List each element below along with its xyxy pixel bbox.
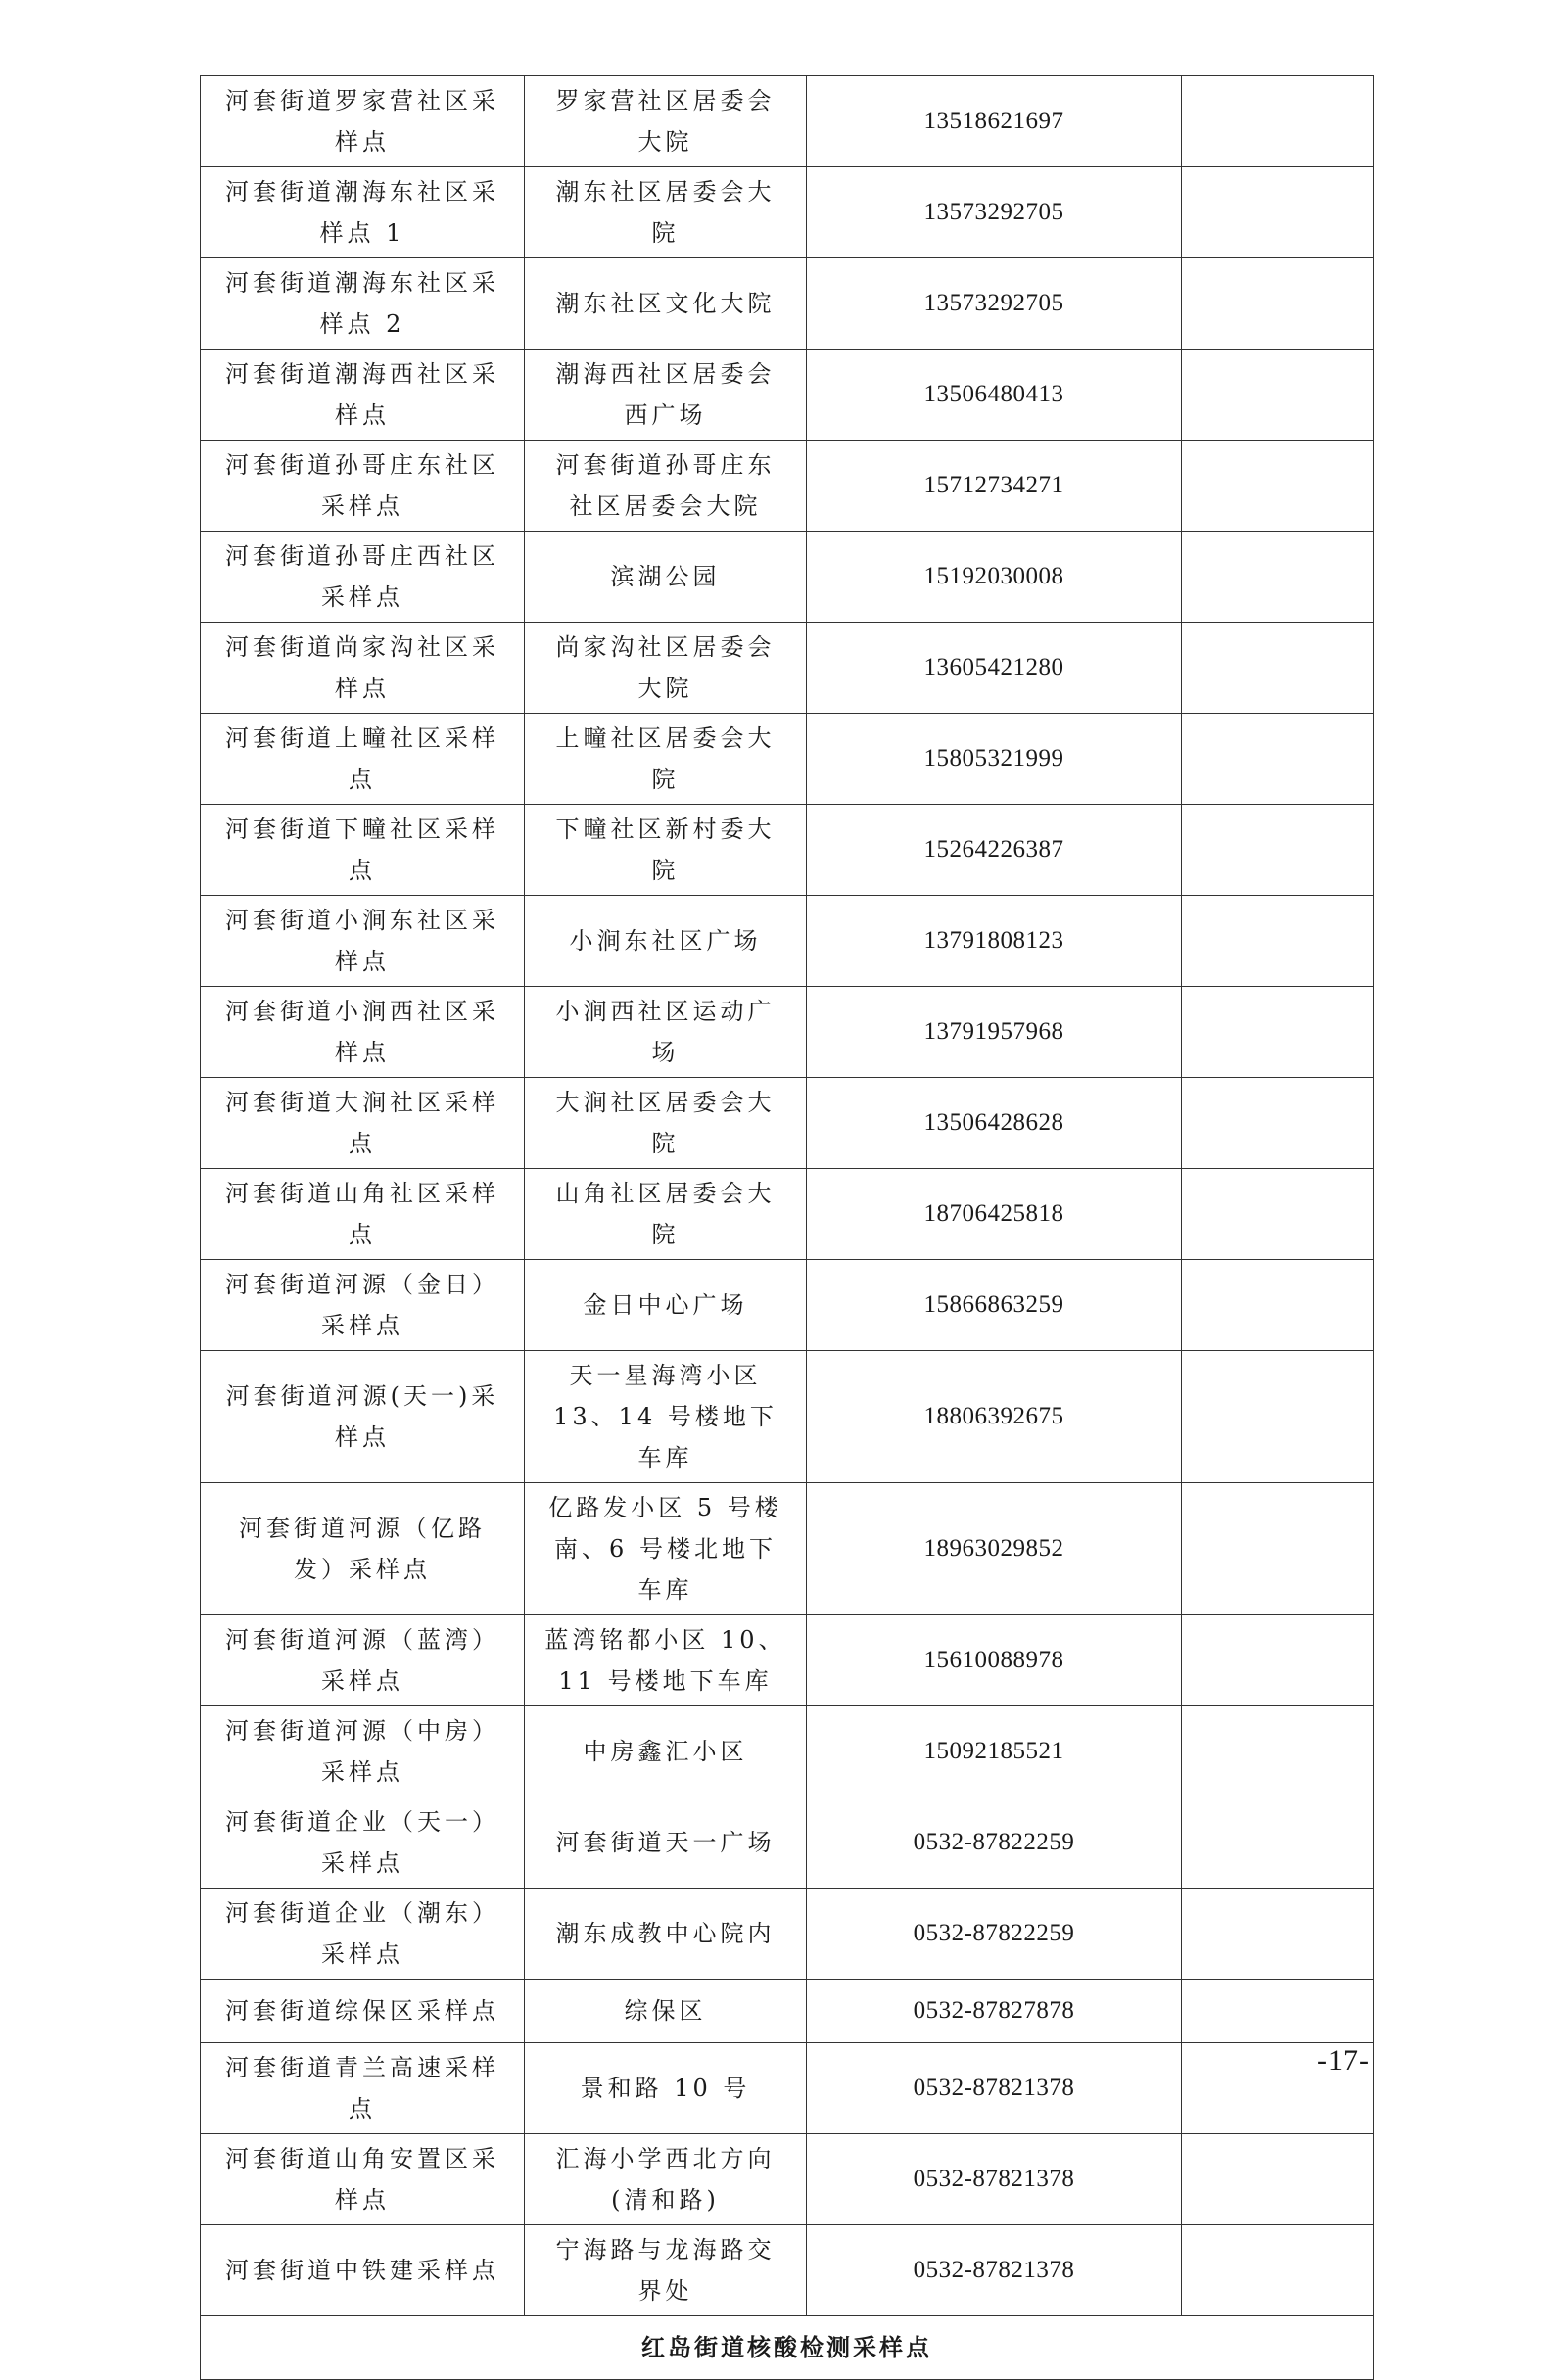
address-cell: 罗家营社区居委会大院 xyxy=(525,76,807,167)
phone-cell: 15092185521 xyxy=(807,1706,1182,1797)
note-cell xyxy=(1182,1706,1374,1797)
address-cell: 亿路发小区 5 号楼南、6 号楼北地下车库 xyxy=(525,1483,807,1615)
table-row xyxy=(201,1889,1374,1980)
address-cell: 汇海小学西北方向(清和路) xyxy=(525,2134,807,2225)
note-cell xyxy=(1182,532,1374,623)
table-row xyxy=(201,1169,1374,1260)
site-name-cell: 河套街道山角安置区采样点 xyxy=(201,2134,525,2225)
address-cell: 潮海西社区居委会西广场 xyxy=(525,350,807,441)
phone-cell: 0532-87822259 xyxy=(807,1889,1182,1980)
table-row xyxy=(201,1351,1374,1483)
note-cell xyxy=(1182,1980,1374,2043)
table-row xyxy=(201,623,1374,714)
site-name-cell: 河套街道河源（蓝湾）采样点 xyxy=(201,1615,525,1706)
phone-cell: 0532-87821378 xyxy=(807,2134,1182,2225)
note-cell xyxy=(1182,1797,1374,1889)
note-cell xyxy=(1182,258,1374,350)
site-name-cell: 河套街道综保区采样点 xyxy=(201,1980,525,2043)
table-row xyxy=(201,532,1374,623)
phone-cell: 18706425818 xyxy=(807,1169,1182,1260)
address-cell: 宁海路与龙海路交界处 xyxy=(525,2225,807,2316)
address-cell: 小涧东社区广场 xyxy=(525,896,807,987)
note-cell xyxy=(1182,1169,1374,1260)
site-name-cell: 河套街道河源（中房）采样点 xyxy=(201,1706,525,1797)
site-name-cell: 河套街道河源（亿路发）采样点 xyxy=(201,1483,525,1615)
note-cell xyxy=(1182,1615,1374,1706)
site-name-cell: 河套街道潮海东社区采样点 2 xyxy=(201,258,525,350)
note-cell xyxy=(1182,441,1374,532)
note-cell xyxy=(1182,1260,1374,1351)
note-cell xyxy=(1182,1078,1374,1169)
phone-cell: 0532-87827878 xyxy=(807,1980,1182,2043)
table-row xyxy=(201,167,1374,258)
site-name-cell: 河套街道尚家沟社区采样点 xyxy=(201,623,525,714)
section-title: 红岛街道核酸检测采样点 xyxy=(201,2316,1374,2380)
site-name-cell: 河套街道大涧社区采样点 xyxy=(201,1078,525,1169)
address-cell: 河套街道孙哥庄东社区居委会大院 xyxy=(525,441,807,532)
note-cell xyxy=(1182,2134,1374,2225)
note-cell xyxy=(1182,2225,1374,2316)
address-cell: 天一星海湾小区 13、14 号楼地下车库 xyxy=(525,1351,807,1483)
table-row xyxy=(201,714,1374,805)
table-row xyxy=(201,2043,1374,2134)
note-cell xyxy=(1182,76,1374,167)
phone-cell: 13791957968 xyxy=(807,987,1182,1078)
phone-cell: 13573292705 xyxy=(807,167,1182,258)
table-row xyxy=(201,350,1374,441)
site-name-cell: 河套街道上疃社区采样点 xyxy=(201,714,525,805)
table-row xyxy=(201,1797,1374,1889)
note-cell xyxy=(1182,1889,1374,1980)
site-name-cell: 河套街道潮海东社区采样点 1 xyxy=(201,167,525,258)
site-name-cell: 河套街道潮海西社区采样点 xyxy=(201,350,525,441)
address-cell: 蓝湾铭都小区 10、11 号楼地下车库 xyxy=(525,1615,807,1706)
section-row xyxy=(201,2316,1374,2380)
table-row xyxy=(201,1260,1374,1351)
address-cell: 金日中心广场 xyxy=(525,1260,807,1351)
table-row xyxy=(201,1980,1374,2043)
note-cell xyxy=(1182,623,1374,714)
site-name-cell: 河套街道山角社区采样点 xyxy=(201,1169,525,1260)
address-cell: 河套街道天一广场 xyxy=(525,1797,807,1889)
note-cell xyxy=(1182,714,1374,805)
note-cell xyxy=(1182,805,1374,896)
phone-cell: 13518621697 xyxy=(807,76,1182,167)
phone-cell: 0532-87821378 xyxy=(807,2225,1182,2316)
table-row xyxy=(201,1483,1374,1615)
note-cell xyxy=(1182,1483,1374,1615)
phone-cell: 18963029852 xyxy=(807,1483,1182,1615)
address-cell: 潮东社区居委会大院 xyxy=(525,167,807,258)
address-cell: 尚家沟社区居委会大院 xyxy=(525,623,807,714)
address-cell: 综保区 xyxy=(525,1980,807,2043)
table-row xyxy=(201,896,1374,987)
address-cell: 上疃社区居委会大院 xyxy=(525,714,807,805)
address-cell: 大涧社区居委会大院 xyxy=(525,1078,807,1169)
site-name-cell: 河套街道孙哥庄西社区采样点 xyxy=(201,532,525,623)
table-row xyxy=(201,987,1374,1078)
address-cell: 滨湖公园 xyxy=(525,532,807,623)
site-name-cell: 河套街道罗家营社区采样点 xyxy=(201,76,525,167)
address-cell: 中房鑫汇小区 xyxy=(525,1706,807,1797)
phone-cell: 0532-87822259 xyxy=(807,1797,1182,1889)
table-row xyxy=(201,76,1374,167)
phone-cell: 18806392675 xyxy=(807,1351,1182,1483)
table-row xyxy=(201,805,1374,896)
site-name-cell: 河套街道企业（天一）采样点 xyxy=(201,1797,525,1889)
site-name-cell: 河套街道中铁建采样点 xyxy=(201,2225,525,2316)
site-name-cell: 河套街道河源(天一)采样点 xyxy=(201,1351,525,1483)
phone-cell: 13506428628 xyxy=(807,1078,1182,1169)
site-name-cell: 河套街道下疃社区采样点 xyxy=(201,805,525,896)
phone-cell: 15192030008 xyxy=(807,532,1182,623)
address-cell: 下疃社区新村委大院 xyxy=(525,805,807,896)
site-name-cell: 河套街道青兰高速采样点 xyxy=(201,2043,525,2134)
note-cell xyxy=(1182,1351,1374,1483)
site-name-cell: 河套街道企业（潮东）采样点 xyxy=(201,1889,525,1980)
table-row xyxy=(201,2134,1374,2225)
address-cell: 潮东成教中心院内 xyxy=(525,1889,807,1980)
phone-cell: 15805321999 xyxy=(807,714,1182,805)
phone-cell: 13605421280 xyxy=(807,623,1182,714)
page-number: -17- xyxy=(1317,2044,1370,2077)
table-row xyxy=(201,1706,1374,1797)
sampling-points-table xyxy=(200,75,1374,2380)
phone-cell: 13791808123 xyxy=(807,896,1182,987)
table-row xyxy=(201,1615,1374,1706)
address-cell: 山角社区居委会大院 xyxy=(525,1169,807,1260)
site-name-cell: 河套街道孙哥庄东社区采样点 xyxy=(201,441,525,532)
phone-cell: 15712734271 xyxy=(807,441,1182,532)
phone-cell: 15610088978 xyxy=(807,1615,1182,1706)
phone-cell: 13573292705 xyxy=(807,258,1182,350)
table-row xyxy=(201,1078,1374,1169)
phone-cell: 15264226387 xyxy=(807,805,1182,896)
note-cell xyxy=(1182,896,1374,987)
site-name-cell: 河套街道小涧西社区采样点 xyxy=(201,987,525,1078)
note-cell xyxy=(1182,350,1374,441)
note-cell xyxy=(1182,167,1374,258)
site-name-cell: 河套街道小涧东社区采样点 xyxy=(201,896,525,987)
address-cell: 景和路 10 号 xyxy=(525,2043,807,2134)
address-cell: 潮东社区文化大院 xyxy=(525,258,807,350)
note-cell xyxy=(1182,987,1374,1078)
phone-cell: 15866863259 xyxy=(807,1260,1182,1351)
site-name-cell: 河套街道河源（金日）采样点 xyxy=(201,1260,525,1351)
table-row xyxy=(201,441,1374,532)
table-row xyxy=(201,2225,1374,2316)
phone-cell: 13506480413 xyxy=(807,350,1182,441)
address-cell: 小涧西社区运动广场 xyxy=(525,987,807,1078)
table-row xyxy=(201,258,1374,350)
phone-cell: 0532-87821378 xyxy=(807,2043,1182,2134)
